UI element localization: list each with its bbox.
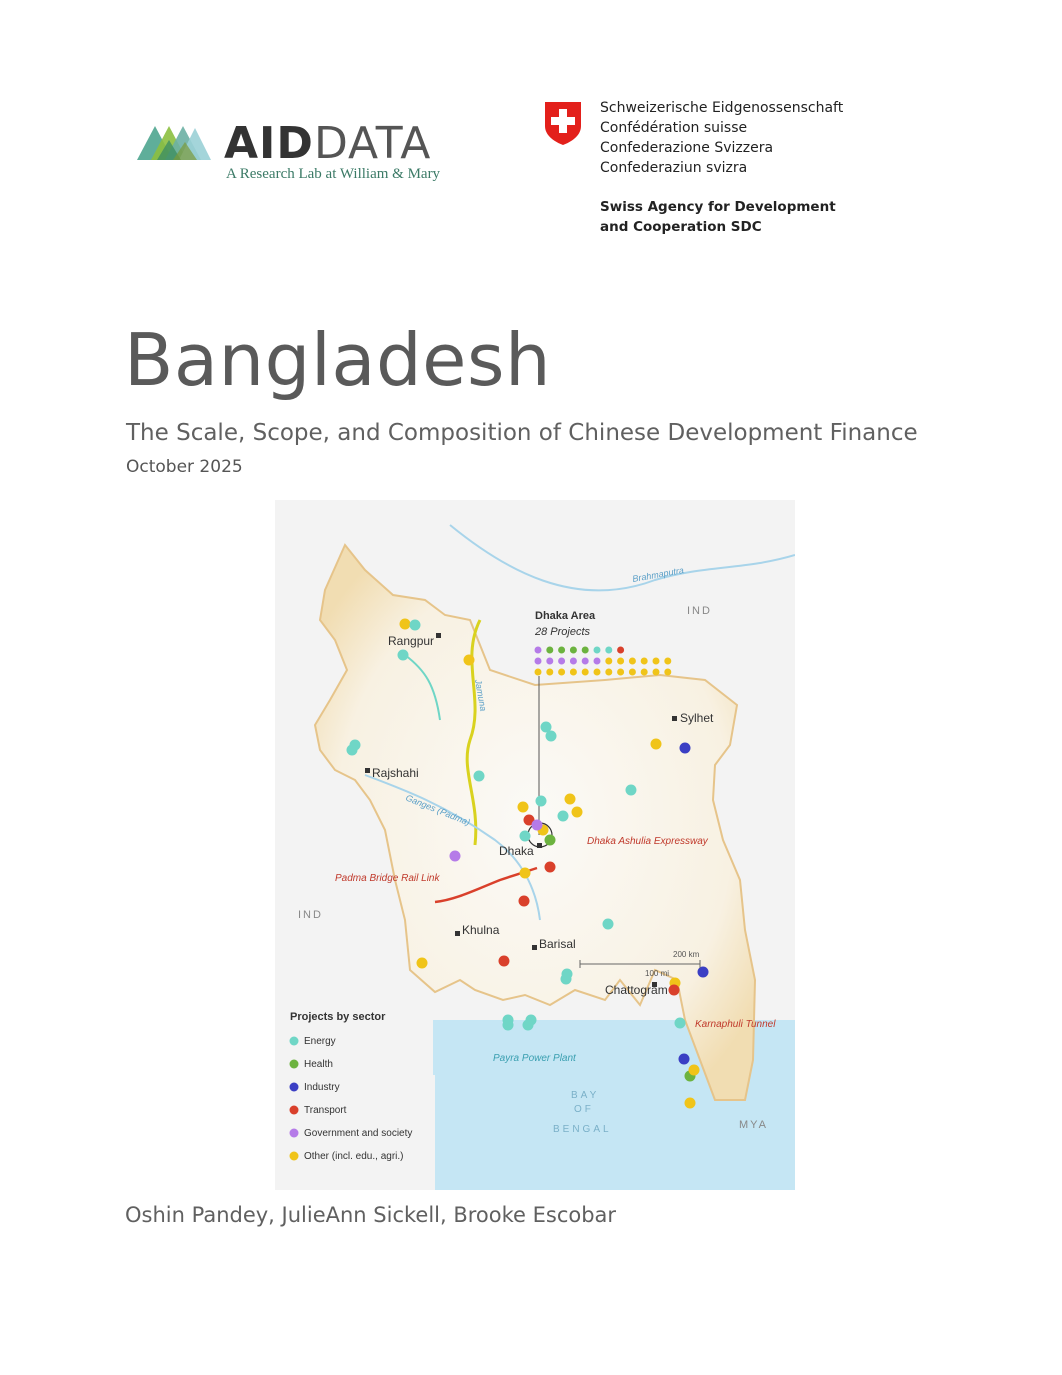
dhaka-area-subtitle: 28 Projects [535,626,591,638]
city-chattogram: Chattogram [605,983,668,997]
swiss-agency-line-1: Swiss Agency for Development [600,199,836,215]
project-dot [499,956,510,967]
dhaka-area-dot [582,647,589,654]
project-dot [651,739,662,750]
project-payra: Payra Power Plant [493,1053,576,1064]
project-dot [417,958,428,969]
swiss-line-3: Confederazione Svizzera [600,140,774,156]
project-dot [410,620,421,631]
dhaka-area-dot [653,658,660,665]
project-padma-bridge: Padma Bridge Rail Link [335,873,440,884]
project-dot [698,967,709,978]
dhaka-area-dot [605,647,612,654]
city-barisal: Barisal [539,937,576,951]
city-rangpur: Rangpur [388,634,435,648]
legend-swatch-1 [290,1060,299,1069]
project-dot [680,743,691,754]
project-dot [561,974,572,985]
project-dot [519,896,530,907]
dhaka-area-dot [617,647,624,654]
project-dot [572,807,583,818]
dhaka-area-dot [594,647,601,654]
project-dot [400,619,411,630]
swiss-agency-line-2: and Cooperation SDC [600,219,762,235]
swiss-shield-icon [543,100,583,146]
legend-label-2: Industry [304,1082,340,1093]
legend-label-5: Other (incl. edu., agri.) [304,1151,404,1162]
city-rajshahi: Rajshahi [372,766,419,780]
dhaka-area-dot [664,658,671,665]
report-date: October 2025 [126,457,243,477]
project-dot [523,1020,534,1031]
city-khulna: Khulna [462,923,500,937]
legend-swatch-2 [290,1083,299,1092]
swiss-line-1: Schweizerische Eidgenossenschaft [600,100,844,116]
dhaka-area-title: Dhaka Area [535,610,596,622]
dhaka-area-dot [605,669,612,676]
project-dot [545,835,556,846]
dhaka-area-dot [535,647,542,654]
bangladesh-projects-map [275,500,795,1190]
label-ind-north: IND [687,605,712,617]
project-dot [398,650,409,661]
aiddata-tagline: A Research Lab at William & Mary [226,166,441,182]
label-sea-1: BAY [571,1090,600,1101]
label-brahmaputra: Brahmaputra [631,565,685,584]
dhaka-area-dot [653,669,660,676]
dhaka-area-dot [594,669,601,676]
dhaka-area-dot [570,658,577,665]
project-dot [685,1098,696,1109]
project-dot [532,820,543,831]
scale-mi: 100 mi [645,969,670,978]
city-sylhet: Sylhet [680,711,714,725]
project-dot [565,794,576,805]
dhaka-area-dot [582,669,589,676]
project-dot [546,731,557,742]
dhaka-area-dot [558,647,565,654]
dhaka-area-dot [641,658,648,665]
project-dot [669,985,680,996]
legend-label-3: Transport [304,1105,347,1116]
label-ganges: Ganges (Padma) [404,792,472,828]
project-dot [464,655,475,666]
dhaka-area-dot [594,658,601,665]
project-dot [689,1065,700,1076]
swiss-line-2: Confédération suisse [600,120,748,136]
project-dot [450,851,461,862]
dhaka-area-dot [558,658,565,665]
dhaka-area-dot [546,658,553,665]
legend-label-0: Energy [304,1036,336,1047]
report-subtitle: The Scale, Scope, and Composition of Chinese Development Finance [126,420,918,446]
dhaka-area-dot [617,658,624,665]
dhaka-area-dot [558,669,565,676]
project-dot [626,785,637,796]
project-dot [679,1054,690,1065]
legend-label-4: Government and society [304,1128,413,1139]
dhaka-area-dot [535,669,542,676]
dhaka-area-dot [582,658,589,665]
label-sea-3: BENGAL [553,1124,612,1135]
dhaka-area-dot [546,647,553,654]
dhaka-area-dot [535,658,542,665]
project-dot [675,1018,686,1029]
report-title: Bangladesh [124,318,552,402]
dhaka-area-dot [629,669,636,676]
scale-km: 200 km [673,950,700,959]
legend-swatch-3 [290,1106,299,1115]
aiddata-wordmark: AIDDATA [224,118,432,169]
dhaka-area-dot [641,669,648,676]
dhaka-area-dot [570,669,577,676]
dhaka-area-dot [664,669,671,676]
legend-swatch-0 [290,1037,299,1046]
label-sea-2: OF [574,1104,594,1115]
project-karnaphuli: Karnaphuli Tunnel [695,1019,776,1030]
dhaka-area-dot [570,647,577,654]
project-dot [536,796,547,807]
swiss-line-4: Confederaziun svizra [600,160,748,176]
project-dot [520,831,531,842]
dhaka-area-dot [605,658,612,665]
project-dot [558,811,569,822]
label-ind-west: IND [298,909,323,921]
label-jamuna: Jamuna [473,678,489,712]
project-dot [603,919,614,930]
project-dot [545,862,556,873]
project-dhaka-ashulia: Dhaka Ashulia Expressway [587,836,708,847]
legend-swatch-4 [290,1129,299,1138]
report-authors: Oshin Pandey, JulieAnn Sickell, Brooke Escobar [125,1203,617,1227]
project-dot [474,771,485,782]
project-dot [503,1020,514,1031]
dhaka-area-dot [546,669,553,676]
legend-swatch-5 [290,1152,299,1161]
project-dot [347,745,358,756]
legend-title: Projects by sector [290,1011,386,1023]
city-dhaka: Dhaka [499,844,534,858]
project-dot [520,868,531,879]
legend-label-1: Health [304,1059,333,1070]
project-dot [518,802,529,813]
label-mya: MYA [739,1119,769,1131]
dhaka-area-dot [629,658,636,665]
dhaka-area-dot [617,669,624,676]
